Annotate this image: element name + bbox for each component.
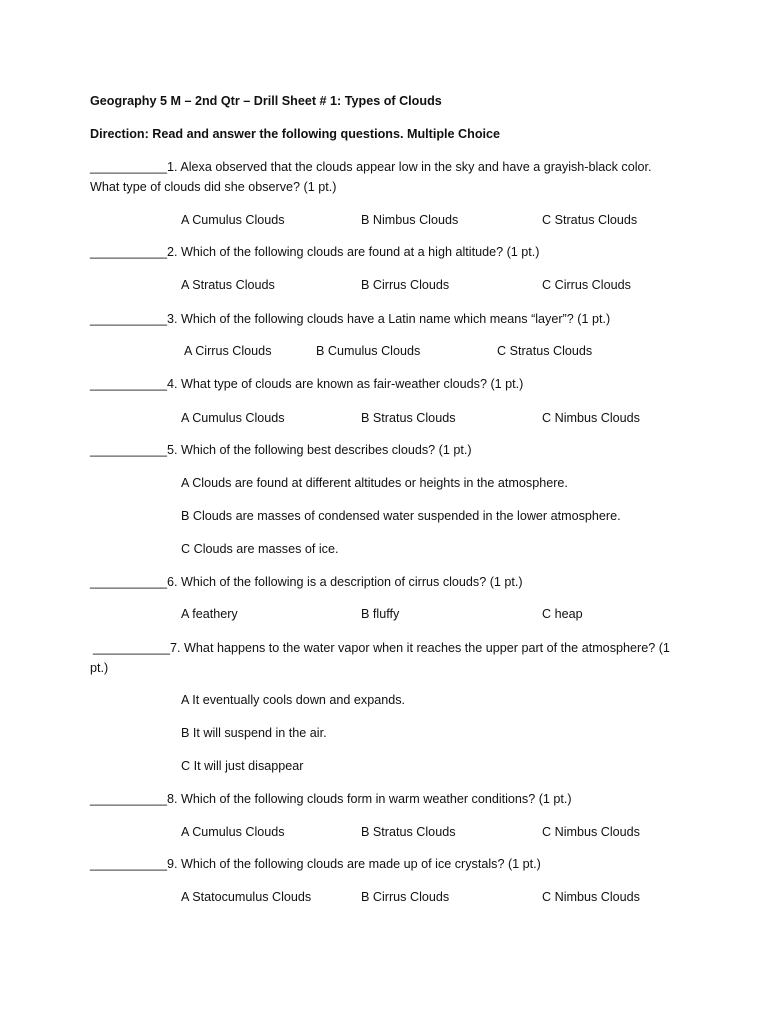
sheet-direction: Direction: Read and answer the following questions. Multiple Choice (90, 127, 501, 141)
question-6-option-b: B fluffy (361, 607, 400, 621)
question-4-option-c: C Nimbus Clouds (542, 411, 640, 425)
sheet-title: Geography 5 M – 2nd Qtr – Drill Sheet # 1: Types of Clouds (90, 94, 442, 108)
question-5-option-c: C Clouds are masses of ice. (181, 542, 339, 556)
question-1-option-c: C Stratus Clouds (542, 213, 638, 227)
question-9: ___________9. Which of the following clouds are made up of ice crystals? (1 pt.) (90, 857, 541, 871)
question-6-option-a: A feathery (181, 607, 238, 621)
question-2-option-c: C Cirrus Clouds (542, 278, 631, 292)
question-3-option-c: C Stratus Clouds (497, 344, 593, 358)
question-8-option-b: B Stratus Clouds (361, 825, 456, 839)
question-8-option-a: A Cumulus Clouds (181, 825, 285, 839)
question-1-option-b: B Nimbus Clouds (361, 213, 459, 227)
question-2: ___________2. Which of the following clouds are found at a high altitude? (1 pt.) (90, 245, 540, 259)
question-5: ___________5. Which of the following best describes clouds? (1 pt.) (90, 443, 472, 457)
question-7: ___________7. What happens to the water vapor when it reaches the upper part of the atmosphere? (1 pt.) (90, 641, 670, 675)
question-5-option-b: B Clouds are masses of condensed water suspended in the lower atmosphere. (181, 509, 621, 523)
question-3: ___________3. Which of the following clouds have a Latin name which means “layer”? (1 pt.) (90, 312, 611, 326)
question-9-option-b: B Cirrus Clouds (361, 890, 450, 904)
question-4-option-a: A Cumulus Clouds (181, 411, 285, 425)
question-8-option-c: C Nimbus Clouds (542, 825, 640, 839)
question-2-option-b: B Cirrus Clouds (361, 278, 450, 292)
question-7-option-c: C It will just disappear (181, 759, 304, 773)
question-8: ___________8. Which of the following clouds form in warm weather conditions? (1 pt.) (90, 792, 572, 806)
question-3-option-b: B Cumulus Clouds (316, 344, 421, 358)
question-1-option-a: A Cumulus Clouds (181, 213, 285, 227)
question-4-option-b: B Stratus Clouds (361, 411, 456, 425)
question-2-option-a: A Stratus Clouds (181, 278, 275, 292)
question-7-option-b: B It will suspend in the air. (181, 726, 327, 740)
question-6-option-c: C heap (542, 607, 583, 621)
question-9-option-a: A Statocumulus Clouds (181, 890, 312, 904)
question-6: ___________6. Which of the following is a description of cirrus clouds? (1 pt.) (90, 575, 523, 589)
question-5-option-a: A Clouds are found at different altitudes or heights in the atmosphere. (181, 476, 568, 490)
question-4: ___________4. What type of clouds are known as fair-weather clouds? (1 pt.) (90, 377, 524, 391)
question-7-option-a: A It eventually cools down and expands. (181, 693, 406, 707)
question-1: ___________1. Alexa observed that the clouds appear low in the sky and have a grayish-black color. What type of clouds did she observe? (1 pt.) (90, 160, 652, 194)
question-9-option-c: C Nimbus Clouds (542, 890, 640, 904)
question-3-option-a: A Cirrus Clouds (184, 344, 272, 358)
